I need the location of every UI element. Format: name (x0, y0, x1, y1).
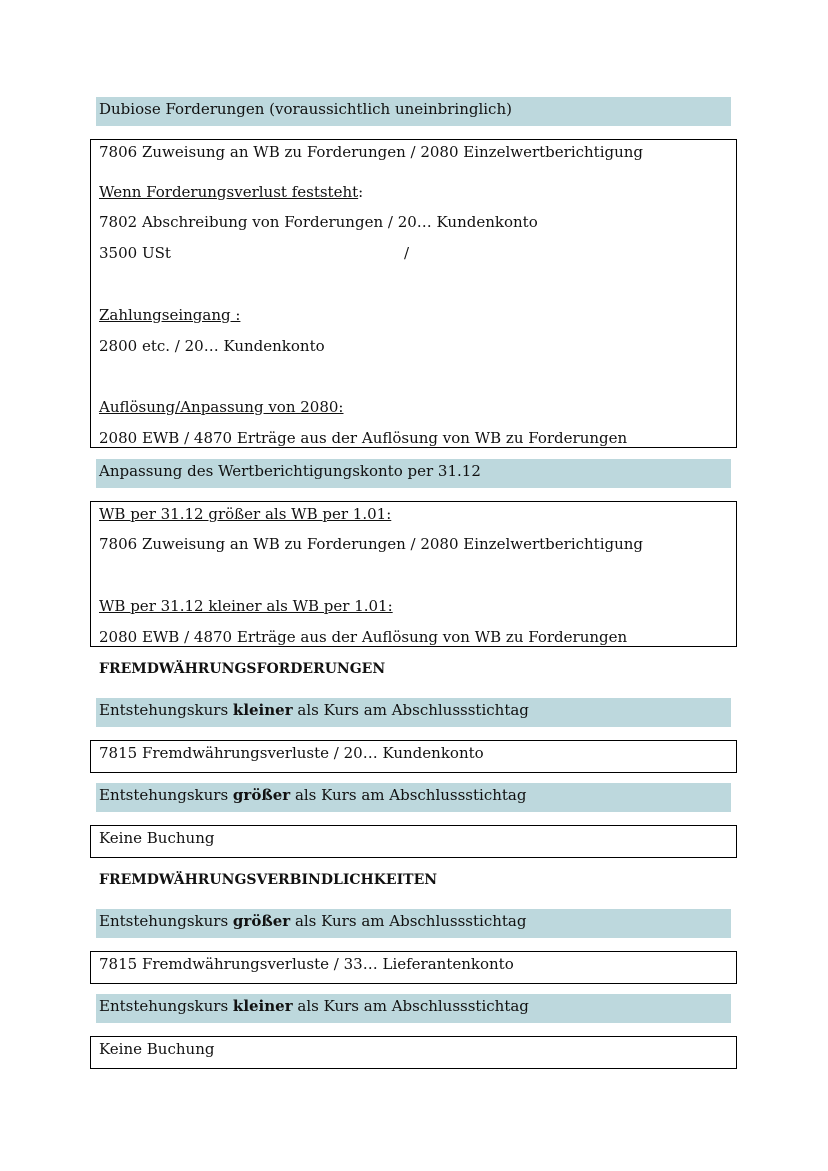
fwf-case1-bold: kleiner (232, 701, 293, 719)
wb-groesser-line: 7806 Zuweisung an WB zu Forderungen / 2080 Einzelwertberichtigung (99, 535, 644, 553)
aufloesung-line: 2080 EWB / 4870 Erträge aus der Auflösung von WB zu Forderungen (99, 429, 628, 447)
fwf-case1-entry: 7815 Fremdwährungsverluste / 20… Kundenkonto (99, 744, 484, 762)
fwv-case2-post: als Kurs am Abschlussstichtag (292, 997, 529, 1015)
verlust-colon: : (358, 183, 364, 201)
zahlung-line: 2800 etc. / 20… Kundenkonto (99, 337, 325, 355)
fwf-case1-post: als Kurs am Abschlussstichtag (292, 701, 529, 719)
fwf-case1-pre: Entstehungskurs (99, 701, 233, 719)
fwf-case2-entry: Keine Buchung (99, 829, 215, 847)
fwv-case1-pre: Entstehungskurs (99, 912, 233, 930)
wb-kleiner-line: 2080 EWB / 4870 Erträge aus der Auflösung von WB zu Forderungen (99, 628, 628, 646)
fw-verbindlichkeiten-title: FREMDWÄHRUNGSVERBINDLICHKEITEN (99, 872, 438, 888)
fwv-case1-bold: größer (232, 912, 291, 930)
verlust-line2: 3500 USt (99, 244, 171, 262)
fwf-case2-bold: größer (232, 786, 291, 804)
wb-kleiner-heading: WB per 31.12 kleiner als WB per 1.01: (99, 597, 393, 615)
verlust-heading-row (99, 182, 363, 202)
verlust-line2-slash: / (404, 244, 410, 262)
fwv-case1-post: als Kurs am Abschlussstichtag (290, 912, 527, 930)
fwf-case1-header (99, 700, 529, 720)
fwf-case2-header (99, 785, 526, 805)
fwv-case2-pre: Entstehungskurs (99, 997, 233, 1015)
verlust-line1: 7802 Abschreibung von Forderungen / 20… Kundenkonto (99, 213, 538, 231)
fwv-case2-header (99, 996, 529, 1016)
wb-groesser-heading: WB per 31.12 größer als WB per 1.01: (99, 505, 392, 523)
fwf-case2-pre: Entstehungskurs (99, 786, 233, 804)
fwf-case2-post: als Kurs am Abschlussstichtag (290, 786, 527, 804)
fwv-case2-entry: Keine Buchung (99, 1040, 215, 1058)
aufloesung-heading: Auflösung/Anpassung von 2080: (99, 398, 344, 416)
verlust-heading: Wenn Forderungsverlust feststeht (99, 183, 359, 201)
zahlung-heading: Zahlungseingang : (99, 306, 241, 324)
anpassung-header: Anpassung des Wertberichtigungskonto per 31.12 (99, 462, 481, 480)
fwv-case2-bold: kleiner (232, 997, 293, 1015)
dubiose-header: Dubiose Forderungen (voraussichtlich uneinbringlich) (99, 100, 512, 118)
fwv-case1-header (99, 911, 526, 931)
dubiose-line1: 7806 Zuweisung an WB zu Forderungen / 2080 Einzelwertberichtigung (99, 143, 644, 161)
fw-forderungen-title: FREMDWÄHRUNGSFORDERUNGEN (99, 661, 386, 677)
fwv-case1-entry: 7815 Fremdwährungsverluste / 33… Lieferantenkonto (99, 955, 514, 973)
